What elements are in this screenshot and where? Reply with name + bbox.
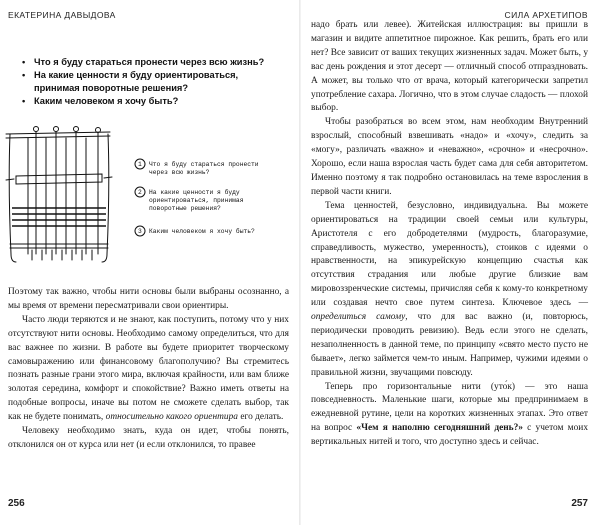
loom-frame	[6, 127, 112, 263]
right-body-text	[311, 19, 588, 450]
note-line: через всю жизнь?	[149, 169, 210, 176]
note-line: поворотные решения?	[149, 205, 221, 212]
emphasis: определиться самому	[311, 312, 406, 323]
paragraph-text: Тема ценностей, безусловно, индивидуальна. Вы можете ориентироваться на традиции своей семьи или культуры, Аристотеля с его добродетелями (мудрость, благоразумие, справедливость, мужество, умеренность), стоиков с идеями о нравственности, на эпикурейскую концепцию счастья как отсутствия страдания или любые другие близкие вам мировоззренческие системы, причисляя себя к кому-то конкретному или создавая нечто свое путем синтеза. Ключевое здесь —	[311, 200, 588, 309]
question-item: • Что я буду стараться пронести через всю жизнь?	[20, 56, 282, 69]
question-list	[20, 56, 282, 108]
loom-sketch	[2, 126, 288, 266]
paragraph-text: Часто люди теряются и не знают, как поступить, потому что у них отсутствуют нити основы. Необходимо самому определиться, что для вас важнее по жизни. В работе вы будете приоритет творческому самовыражению или финансовому благополучию? Вы стремитесь познать разные грани этого мира, включая крайности, или вам ближе золотая середина, комфорт и спокойствие? Важно иметь ответы на подобные вопросы, иначе вы потом не сможете сделать выбор, так как не будете понимать,	[8, 314, 289, 423]
paragraph-text: с учетом моих вертикальных нитей и того, что доступно здесь и сейчас.	[311, 423, 589, 448]
running-head-left: ЕКАТЕРИНА ДАВЫДОВА	[8, 10, 116, 20]
note-number: 1	[138, 161, 142, 168]
page-number-left: 256	[8, 498, 25, 509]
paragraph	[311, 200, 588, 381]
woven-threads	[12, 208, 106, 226]
left-body-text	[8, 286, 289, 453]
running-head-right: СИЛА АРХЕТИПОВ	[504, 10, 588, 20]
handwritten-notes	[135, 159, 259, 236]
question-item: • Каким человеком я хочу быть?	[20, 95, 282, 108]
question-item: • На какие ценности я буду ориентироваться, принимая поворотные решения?	[20, 69, 282, 94]
right-page	[300, 0, 600, 525]
emphasis: относительно какого ориентира	[105, 412, 238, 423]
paragraph: Чтобы разобраться во всем этом, нам необходим Внутренний взрослый, способный взвешивать «надо» и «хочу», следить за «могу», различать «важно» и «неважно», «срочно» и «несрочно». Хорошо, если наша взрослая часть будет сама для себя авторитетом. Именно поэтому я так подробно остановилась на теме взросления в первой части книги.	[311, 117, 588, 197]
paragraph: Человеку необходимо знать, куда он идет, чтобы понять, отклонился он от курса или нет (и если отклонился, то правее	[8, 426, 289, 450]
note-number: 3	[138, 228, 142, 235]
loom-illustration	[2, 126, 288, 266]
bold-question: «Чем я наполню сегодняшний день?»	[356, 423, 523, 434]
paragraph	[311, 381, 588, 451]
paragraph-text: , что для вас важно (и, повторюсь, периодически проводить ревизию). Ведь если этого не сделать, незаполненность в данной теме, по принципу «свято место пусто не бывает», легко займется чем-то иным. Например, чужими идеями о правильной жизни, звучащими повсюду.	[311, 312, 588, 378]
paragraph-text: его делать.	[237, 412, 284, 423]
page-number-right: 257	[571, 498, 588, 509]
note-line: Что я буду стараться пронести	[149, 161, 259, 168]
note-line: Каким человеком я хочу быть?	[149, 228, 255, 235]
paragraph: Поэтому так важно, чтобы нити основы были выбраны осознанно, а мы время от времени пересматривали свои ориентиры.	[8, 287, 289, 311]
paragraph: надо брать или левее). Житейская иллюстрация: вы пришли в магазин и видите аппетитное пирожное. Как решить, брать его или нет? Все зависит от ваших текущих жизненных задач. Может быть, у вас день рождения и этот десерт — отличный способ отпраздновать. А может, вы только что от врача, который категорически запретил употребление сахара. Логично, что в этом случае сладость — плохой выбор.	[311, 20, 588, 114]
note-line: На какие ценности я буду	[149, 189, 240, 196]
note-number: 2	[138, 189, 142, 196]
paragraph-text: Теперь про горизонтальные нити (уто́к) — это наша повседневность. Маленькие шаги, которые мы предпринимаем в ежедневной рутине, цели на коротких жизненных этапах. Это ответ на вопрос	[311, 381, 588, 434]
note-line: ориентироваться, принимая	[149, 197, 244, 204]
paragraph	[8, 314, 289, 425]
